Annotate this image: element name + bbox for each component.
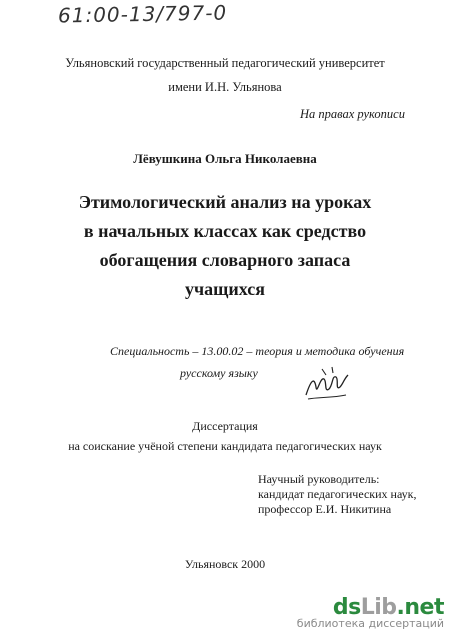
title-line: обогащения словарного запаса (99, 250, 351, 270)
city-year: Ульяновск 2000 (184, 557, 266, 571)
supervisor-degree: кандидат педагогических наук, (258, 487, 417, 501)
rights-note: На правах рукописи (300, 107, 405, 121)
specialty-line: Специальность – 13.00.02 – теория и методика обучения (110, 344, 405, 358)
title-line: Этимологический анализ на уроках (78, 192, 372, 212)
degree-sought: на соискание учёной степени кандидата педагогических наук (68, 439, 382, 453)
supervisor-block (258, 472, 416, 517)
author-name: Лёвушкина Ольга Николаевна (133, 151, 317, 166)
title-line: в начальных классах как средство (83, 221, 367, 241)
dslib-subtitle: библиотека диссертаций (296, 617, 444, 630)
signature-icon (302, 365, 352, 405)
dslib-logo: dsLib.net (332, 595, 444, 620)
university-named-after: имени И.Н. Ульянова (168, 80, 282, 94)
thesis-title (0, 188, 450, 304)
specialty-line-continued: русскому языку (180, 366, 258, 380)
document-type: Диссертация (192, 419, 258, 433)
supervisor-name: профессор Е.И. Никитина (258, 502, 392, 516)
title-line: учащихся (185, 279, 265, 299)
supervisor-label: Научный руководитель: (258, 472, 380, 486)
archive-code-handwritten: 61:00-13/797-0 (57, 0, 228, 28)
dslib-watermark (297, 595, 444, 630)
university-name: Ульяновский государственный педагогический университет (65, 56, 385, 70)
